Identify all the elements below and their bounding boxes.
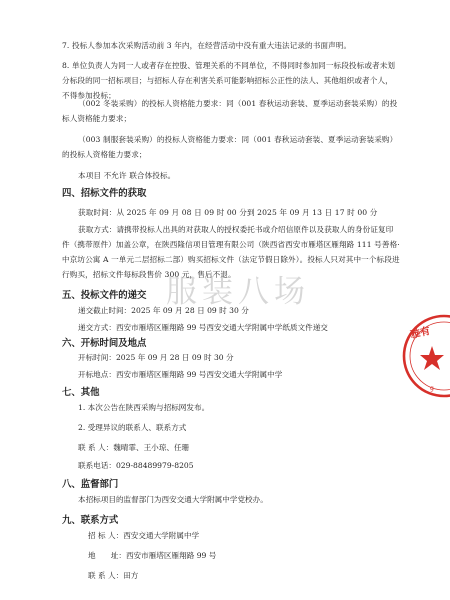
svg-text:g: g xyxy=(430,385,434,392)
tenderer-address: 地 址：西安市雁塔区雁翔路 99 号 xyxy=(88,551,217,560)
section-7-heading: 七、其他 xyxy=(62,387,100,398)
section-9-heading: 九、联系方式 xyxy=(62,515,119,526)
opening-location: 开标地点：西安市雁塔区雁翔路 99 号西安交通大学附属中学 xyxy=(78,370,283,379)
clause-8: 8. 单位负责人为同一人或者存在控股、管理关系的不同单位，不得同时参加同一标段投标或者未划分标段的同一招标项目；与招标人存在利害关系可能影响招标公正性的法人、其他组织或者个人，不得参加投标； xyxy=(62,61,396,100)
section-5-heading: 五、投标文件的递交 xyxy=(62,290,147,301)
publish-note: 1. 本次公告在陕西采购与招标网发布。 xyxy=(78,403,210,412)
joint-bid-note: 本项目 不允许 联合体投标。 xyxy=(78,171,176,180)
seal-text: 雅有 xyxy=(409,325,432,341)
acquisition-time: 获取时间：从 2025 年 09 月 08 日 09 时 00 分到 2025 年 09 月 13 日 17 时 00 分 xyxy=(78,208,378,217)
section-6-heading: 六、开标时间及地点 xyxy=(62,338,147,349)
watermark: 服装八场 xyxy=(166,274,310,310)
opening-time: 开标时间：2025 年 09 月 28 日 09 时 30 分 xyxy=(78,353,234,362)
submission-method: 递交方式：西安市雁塔区雁翔路 99 号西安交通大学附属中学纸质文件递交 xyxy=(78,323,328,332)
section-4-heading: 四、招标文件的获取 xyxy=(62,188,147,199)
clause-7: 7. 投标人参加本次采购活动前 3 年内，在经营活动中没有重大违法记录的书面声明。 xyxy=(62,41,352,50)
objection-contact-title: 2. 受理异议的联系人、联系方式 xyxy=(78,423,187,432)
tenderer: 招 标 人：西安交通大学附属中学 xyxy=(88,531,200,540)
contact-persons: 联 系 人：魏晴霏、王小琼、任珊 xyxy=(78,443,190,452)
lot-002-qualification: （002 冬装采购）的投标人资格能力要求：同（001 春秋运动套装、夏季运动套装采购）的投标人资格能力要求； xyxy=(62,99,398,123)
supervision-department: 本招标项目的监督部门为西安交通大学附属中学党校办。 xyxy=(78,495,268,504)
submission-deadline: 递交截止时间：2025 年 09 月 28 日 09 时 30 分 xyxy=(78,306,249,315)
tenderer-contact: 联 系 人：田方 xyxy=(88,571,139,580)
section-8-heading: 八、监督部门 xyxy=(62,479,119,490)
contact-phone: 联系电话：029-88489979-8205 xyxy=(78,461,194,470)
acquisition-method: 获取方式：请携带投标人出具的对获取人的授权委托书或介绍信原件以及获取人的身份证复印件（携带原件）加盖公章，在陕西隆信项目管理有限公司（陕西省西安市雁塔区雁翔路 111 号善格·中京坊公寓 A 一单元二层招标二部）购买招标文件（法定节假日除外）。投标人只对其中一个标段进行购买，招标文件每标段售价 300 元，售后不退。 xyxy=(62,225,400,279)
lot-003-qualification: （003 制服套装采购）的投标人资格能力要求：同（001 春秋运动套装、夏季运动套装采购）的投标人资格能力要求； xyxy=(62,135,398,159)
